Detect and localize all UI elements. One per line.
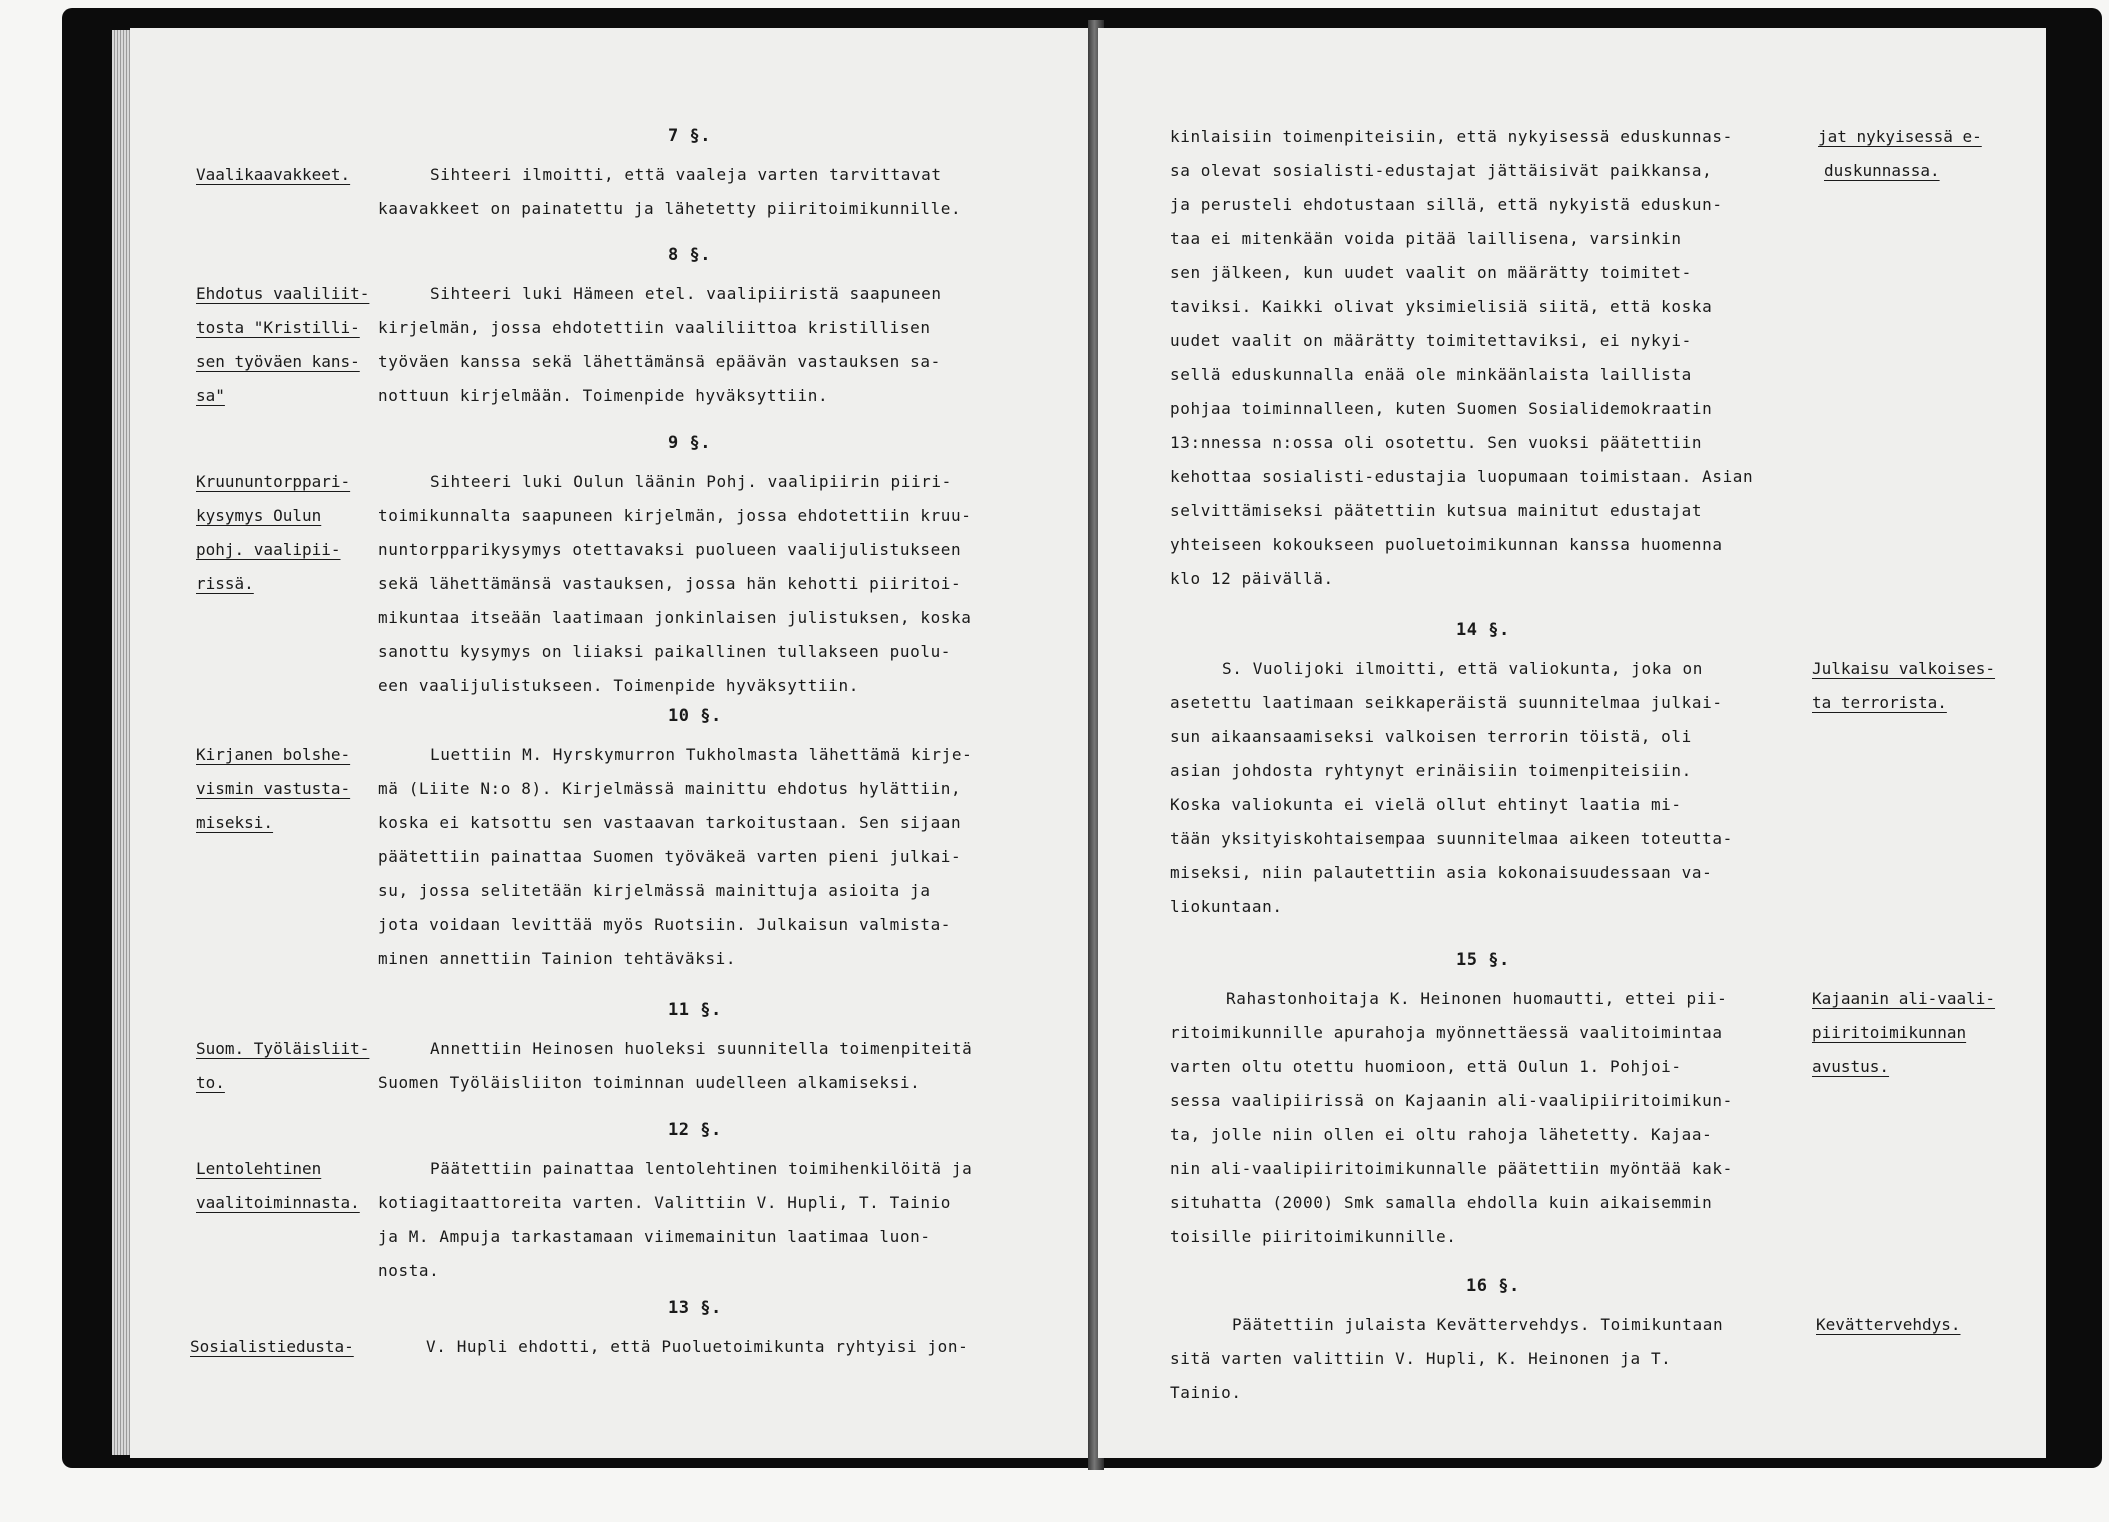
text-line: Sihteeri ilmoitti, että vaaleja varten tarvittavat xyxy=(430,165,942,184)
section-text xyxy=(378,1330,968,1364)
text-line: työväen kanssa sekä lähettämänsä epäävän vastauksen sa- xyxy=(378,352,941,371)
text-line: kirjelmän, jossa ehdotettiin vaaliliittoa kristillisen xyxy=(378,318,931,337)
margin-note-line: Vaalikaavakkeet. xyxy=(196,165,351,184)
section-text xyxy=(1170,982,1733,1254)
text-line: sanottu kysymys on liiaksi paikallinen tullakseen puolu- xyxy=(378,642,952,661)
text-line: Annettiin Heinosen huoleksi suunnitella toimenpiteitä xyxy=(430,1039,973,1058)
text-line: Päätettiin julaista Kevättervehdys. Toimikuntaan xyxy=(1232,1315,1724,1334)
text-line: su, jossa selitetään kirjelmässä mainittuja asioita ja xyxy=(378,881,931,900)
text-line: sa olevat sosialisti-edustajat jättäisivät paikkansa, xyxy=(1170,161,1713,180)
text-line: yhteiseen kokoukseen puoluetoimikunnan kanssa huomenna xyxy=(1170,535,1723,554)
margin-note-line: vaalitoiminnasta. xyxy=(196,1193,360,1212)
section-text xyxy=(378,277,942,413)
text-line: Sihteeri luki Oulun läänin Pohj. vaalipiirin piiri- xyxy=(430,472,952,491)
section-number: 8 §. xyxy=(668,245,711,265)
margin-note xyxy=(196,1152,360,1220)
text-line: ja perusteli ehdotustaan sillä, että nykyistä eduskun- xyxy=(1170,195,1723,214)
text-line: Suomen Työläisliiton toiminnan uudelleen alkamiseksi. xyxy=(378,1073,921,1092)
text-line: Koska valiokunta ei vielä ollut ehtinyt laatia mi- xyxy=(1170,795,1682,814)
text-line: V. Hupli ehdotti, että Puoluetoimikunta ryhtyisi jon- xyxy=(426,1337,969,1356)
section-number: 9 §. xyxy=(668,433,711,453)
text-line: minen annettiin Tainion tehtäväksi. xyxy=(378,949,737,968)
margin-note-line: Kajaanin ali-vaali- xyxy=(1812,989,1996,1008)
text-line: nottuun kirjelmään. Toimenpide hyväksyttiin. xyxy=(378,386,829,405)
section-number: 12 §. xyxy=(668,1120,722,1140)
text-line: miseksi, niin palautettiin asia kokonaisuudessaan va- xyxy=(1170,863,1713,882)
text-line: sen jälkeen, kun uudet vaalit on määrätty toimitet- xyxy=(1170,263,1692,282)
text-line: ritoimikunnille apurahoja myönnettäessä vaalitoimintaa xyxy=(1170,1023,1723,1042)
margin-note-line: sa" xyxy=(196,386,225,405)
margin-note-line: to. xyxy=(196,1073,225,1092)
section-number: 11 §. xyxy=(668,1000,722,1020)
text-line: varten oltu otettu huomioon, että Oulun 1. Pohjoi- xyxy=(1170,1057,1682,1076)
margin-note-line: jat nykyisessä e- xyxy=(1818,127,1982,146)
text-line: sekä lähettämänsä vastauksen, jossa hän kehotti piiritoi- xyxy=(378,574,962,593)
text-line: kinlaisiin toimenpiteisiin, että nykyisessä eduskunnas- xyxy=(1170,127,1733,146)
text-line: mä (Liite N:o 8). Kirjelmässä mainittu ehdotus hylättiin, xyxy=(378,779,962,798)
text-line: koska ei katsottu sen vastaavan tarkoitustaan. Sen sijaan xyxy=(378,813,962,832)
text-line: nosta. xyxy=(378,1261,440,1280)
margin-note-line: duskunnassa. xyxy=(1824,161,1940,180)
text-line: ta, jolle niin ollen ei oltu rahoja lähetetty. Kajaa- xyxy=(1170,1125,1713,1144)
text-line: situhatta (2000) Smk samalla ehdolla kuin aikaisemmin xyxy=(1170,1193,1713,1212)
margin-note-line: Kevättervehdys. xyxy=(1816,1315,1961,1334)
margin-note-line: Kirjanen bolshe- xyxy=(196,745,351,764)
margin-note-line: sen työväen kans- xyxy=(196,352,360,371)
text-line: taa ei mitenkään voida pitää laillisena, varsinkin xyxy=(1170,229,1682,248)
margin-note-line: Ehdotus vaaliliit- xyxy=(196,284,370,303)
section-number: 13 §. xyxy=(668,1298,722,1318)
section-number: 7 §. xyxy=(668,126,711,146)
margin-note-line: piiritoimikunnan xyxy=(1812,1023,1967,1042)
margin-note xyxy=(190,1330,354,1364)
text-line: ja M. Ampuja tarkastamaan viimemainitun laatimaa luon- xyxy=(378,1227,931,1246)
margin-note xyxy=(196,465,350,601)
text-line: Tainio. xyxy=(1170,1383,1242,1402)
text-line: taviksi. Kaikki olivat yksimielisiä siitä, että koska xyxy=(1170,297,1713,316)
text-line: päätettiin painattaa Suomen työväkeä varten pieni julkai- xyxy=(378,847,962,866)
text-line: Sihteeri luki Hämeen etel. vaalipiiristä saapuneen xyxy=(430,284,942,303)
margin-note-line: ta terrorista. xyxy=(1812,693,1947,712)
section-text xyxy=(378,158,961,226)
margin-note-line: vismin vastusta- xyxy=(196,779,351,798)
section-number: 15 §. xyxy=(1456,950,1510,970)
text-line: sessa vaalipiirissä on Kajaanin ali-vaalipiiritoimikun- xyxy=(1170,1091,1733,1110)
text-line: liokuntaan. xyxy=(1170,897,1283,916)
margin-note-line: Julkaisu valkoises- xyxy=(1812,659,1996,678)
text-line: pohjaa toiminnalleen, kuten Suomen Sosialidemokraatin xyxy=(1170,399,1713,418)
margin-note xyxy=(196,158,350,192)
text-line: toisille piiritoimikunnille. xyxy=(1170,1227,1457,1246)
text-line: kehottaa sosialisti-edustajia luopumaan toimistaan. Asian xyxy=(1170,467,1754,486)
text-line: sellä eduskunnalla enää ole minkäänlaista laillista xyxy=(1170,365,1692,384)
margin-note xyxy=(1812,982,1995,1084)
margin-note-line: kysymys Oulun xyxy=(196,506,322,525)
section-number: 14 §. xyxy=(1456,620,1510,640)
text-line: nin ali-vaalipiiritoimikunnalle päätettiin myöntää kak- xyxy=(1170,1159,1733,1178)
margin-note-line: pohj. vaalipii- xyxy=(196,540,341,559)
section-text xyxy=(1170,1308,1723,1410)
margin-note xyxy=(1816,1308,1961,1342)
page-stack-edge xyxy=(112,30,130,1455)
text-line: uudet vaalit on määrätty toimitettaviksi, ei nykyi- xyxy=(1170,331,1692,350)
margin-note-line: miseksi. xyxy=(196,813,274,832)
margin-note xyxy=(1818,120,1982,188)
text-line: Luettiin M. Hyrskymurron Tukholmasta lähettämä kirje- xyxy=(430,745,973,764)
text-line: kotiagitaattoreita varten. Valittiin V. Hupli, T. Tainio xyxy=(378,1193,952,1212)
text-line: Päätettiin painattaa lentolehtinen toimihenkilöitä ja xyxy=(430,1159,973,1178)
text-line: 13:nnessa n:ossa oli osotettu. Sen vuoksi päätettiin xyxy=(1170,433,1703,452)
text-line: nuntorpparikysymys otettavaksi puolueen vaalijulistukseen xyxy=(378,540,962,559)
section-text xyxy=(1170,652,1733,924)
margin-note-line: tosta "Kristilli- xyxy=(196,318,360,337)
text-line: tään yksityiskohtaisempaa suunnitelmaa aikeen toteutta- xyxy=(1170,829,1733,848)
text-line: toimikunnalta saapuneen kirjelmän, jossa ehdotettiin kruu- xyxy=(378,506,972,525)
text-line: sun aikaansaamiseksi valkoisen terrorin töistä, oli xyxy=(1170,727,1692,746)
section-number: 10 §. xyxy=(668,706,722,726)
section-text xyxy=(378,1032,972,1100)
section-text xyxy=(378,465,972,703)
section-text xyxy=(1170,120,1753,596)
text-line: kaavakkeet on painatettu ja lähetetty piiritoimikunnille. xyxy=(378,199,962,218)
text-line: een vaalijulistukseen. Toimenpide hyväksyttiin. xyxy=(378,676,859,695)
section-text xyxy=(378,1152,972,1288)
margin-note-line: Kruununtorppari- xyxy=(196,472,351,491)
margin-note xyxy=(196,1032,369,1100)
margin-note-line: rissä. xyxy=(196,574,254,593)
margin-note-line: avustus. xyxy=(1812,1057,1890,1076)
section-text xyxy=(378,738,972,976)
text-line: sitä varten valittiin V. Hupli, K. Heinonen ja T. xyxy=(1170,1349,1672,1368)
margin-note-line: Suom. Työläisliit- xyxy=(196,1039,370,1058)
margin-note xyxy=(196,277,369,413)
margin-note xyxy=(1812,652,1995,720)
text-line: Rahastonhoitaja K. Heinonen huomautti, ettei pii- xyxy=(1226,989,1728,1008)
text-line: klo 12 päivällä. xyxy=(1170,569,1334,588)
section-number: 16 §. xyxy=(1466,1276,1520,1296)
text-line: mikuntaa itseään laatimaan jonkinlaisen julistuksen, koska xyxy=(378,608,972,627)
text-line: S. Vuolijoki ilmoitti, että valiokunta, joka on xyxy=(1222,659,1703,678)
margin-note-line: Lentolehtinen xyxy=(196,1159,322,1178)
margin-note xyxy=(196,738,350,840)
margin-note-line: Sosialistiedusta- xyxy=(190,1337,354,1356)
text-line: jota voidaan levittää myös Ruotsiin. Julkaisun valmista- xyxy=(378,915,952,934)
text-line: asian johdosta ryhtynyt erinäisiin toimenpiteisiin. xyxy=(1170,761,1692,780)
text-line: asetettu laatimaan seikkaperäistä suunnitelmaa julkai- xyxy=(1170,693,1723,712)
text-line: selvittämiseksi päätettiin kutsua mainitut edustajat xyxy=(1170,501,1703,520)
